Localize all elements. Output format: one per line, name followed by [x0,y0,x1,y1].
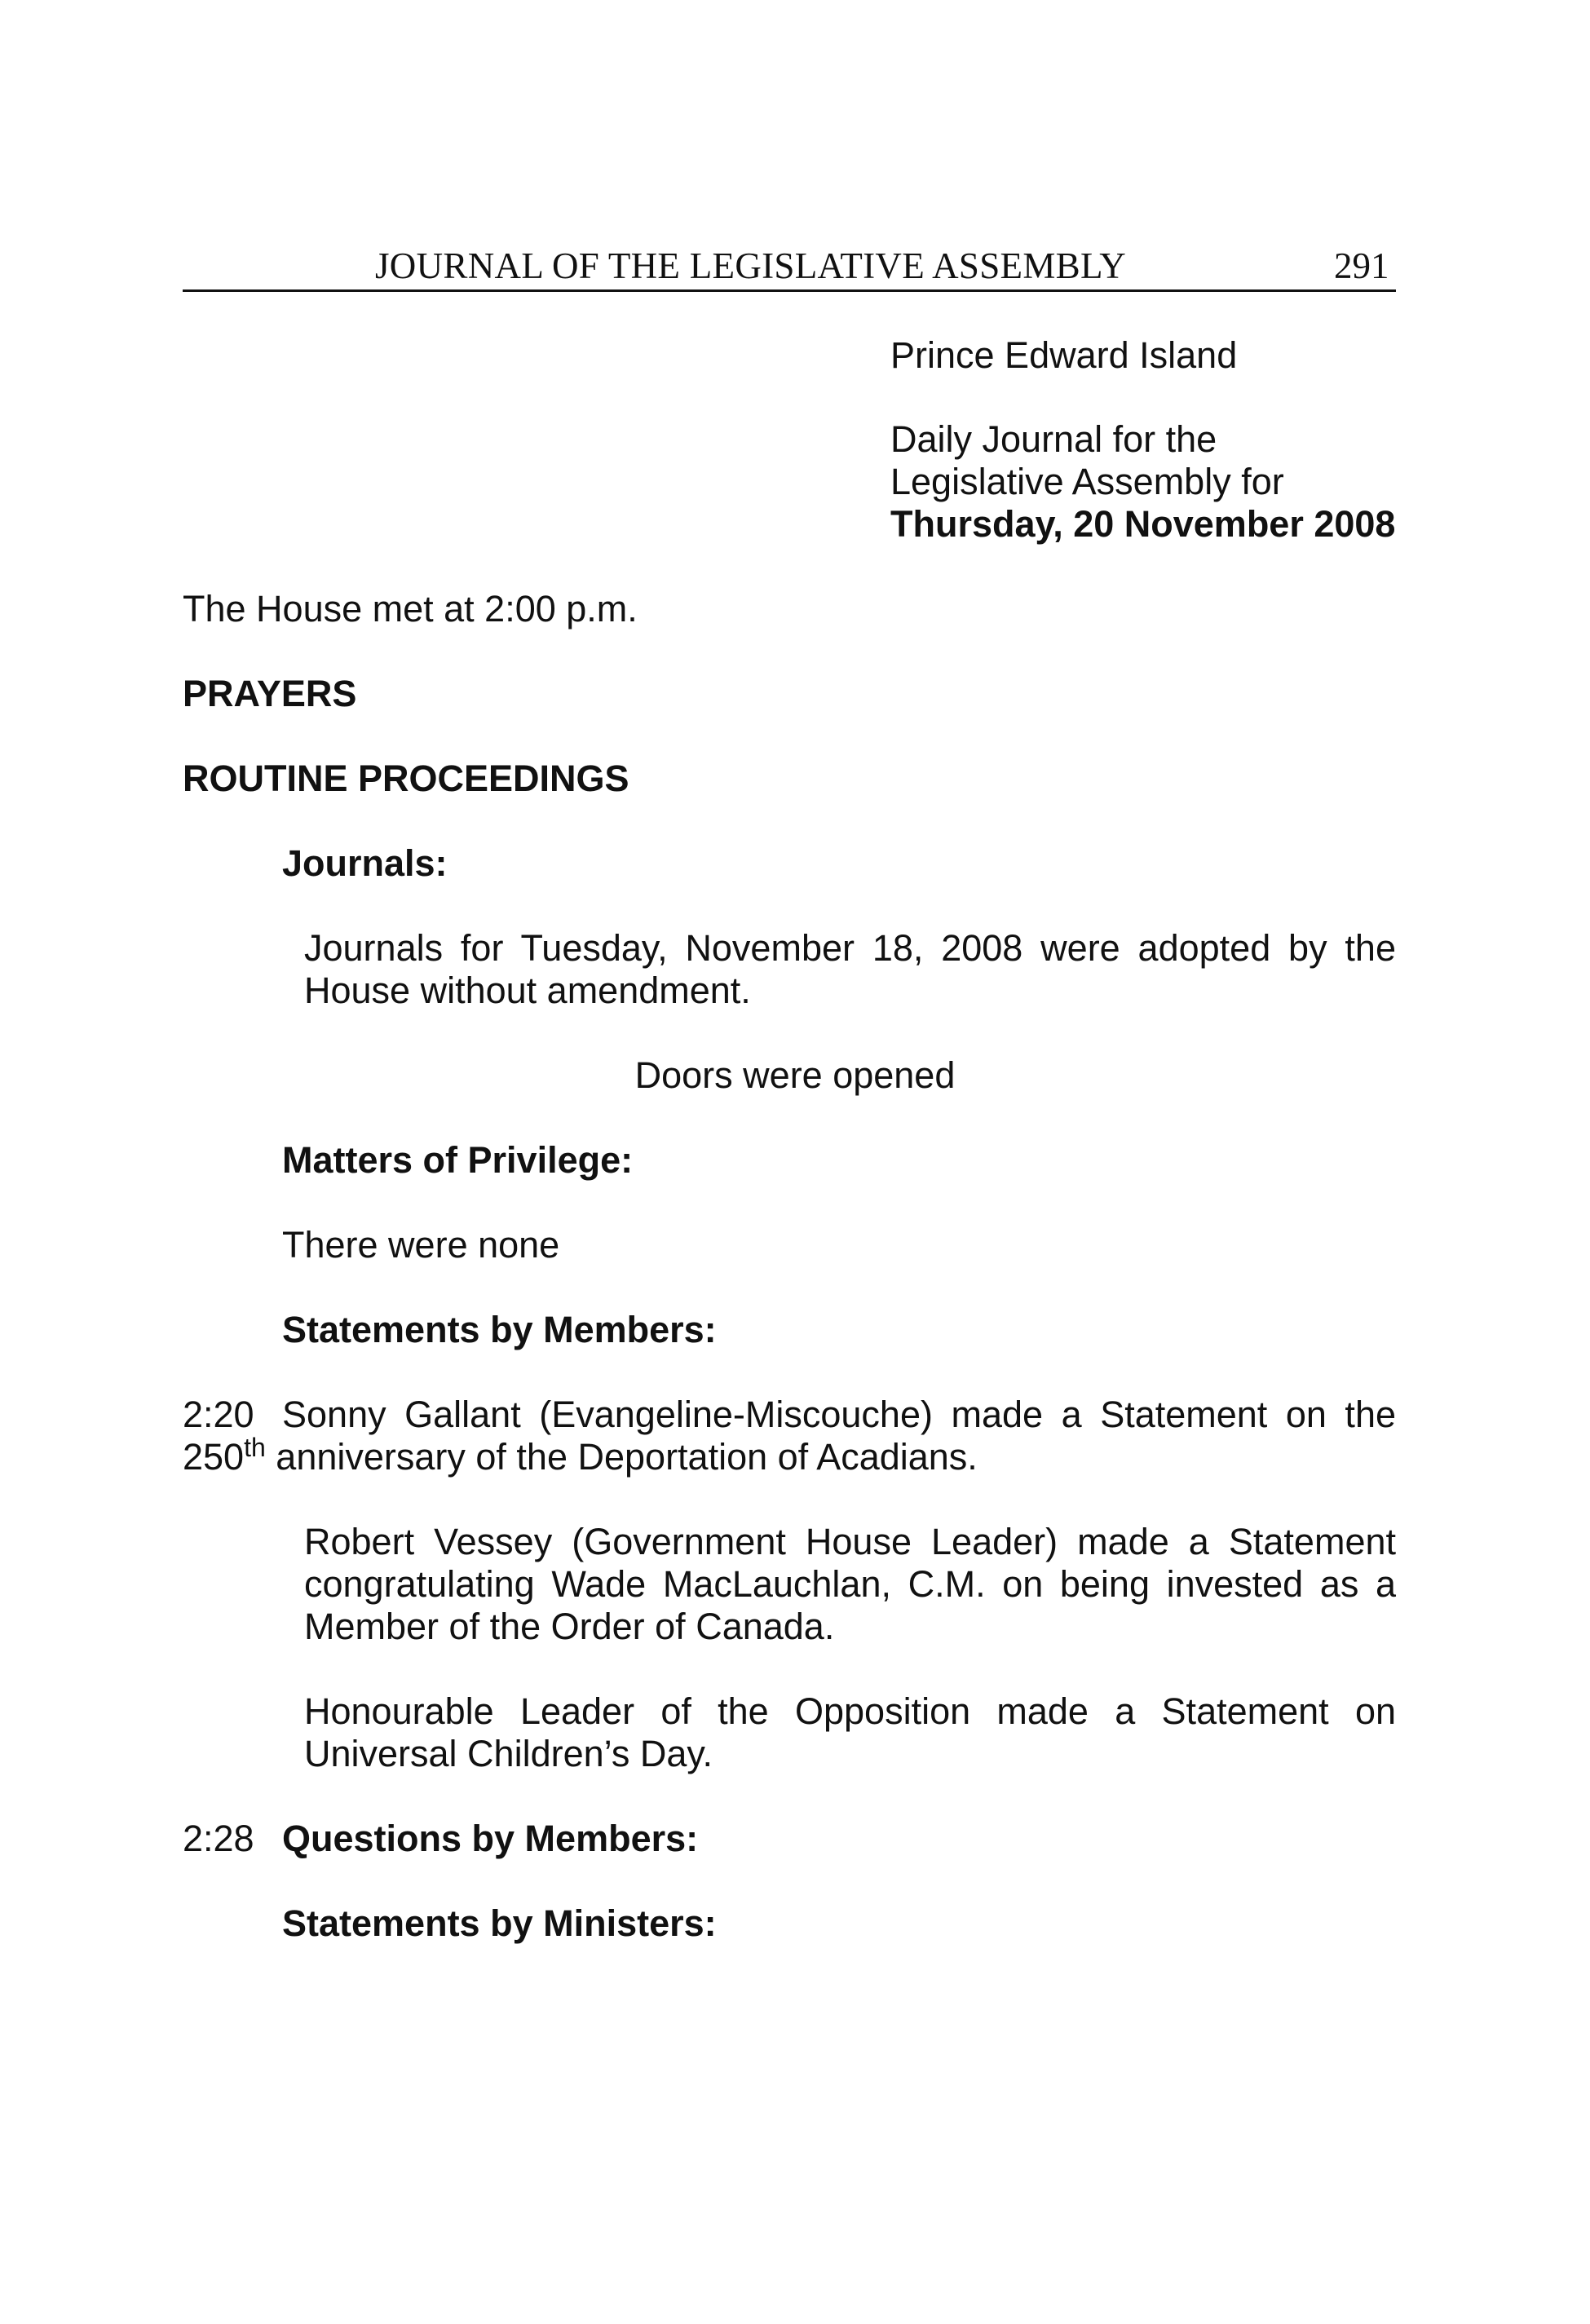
statements-by-members-heading: Statements by Members: [282,1309,717,1350]
sitting-date: Thursday, 20 November 2008 [890,503,1396,545]
prayers-heading: PRAYERS [183,673,357,714]
journal-title: JOURNAL OF THE LEGISLATIVE ASSEMBLY [375,245,1127,286]
questions-by-members-heading: Questions by Members: [282,1818,699,1859]
journals-heading: Journals: [282,842,448,884]
routine-proceedings-heading: ROUTINE PROCEEDINGS [183,758,629,799]
statement-1-text-b: anniversary of the Deportation of Acadians. [276,1436,978,1478]
page-number: 291 [1334,245,1389,286]
statement-2-text: Robert Vessey (Government House Leader) made a Statement congratulating Wade MacLauchlan, C.M. on being invested as a Member of the Order of Canada. [304,1521,1396,1647]
journals-text: Journals for Tuesday, November 18, 2008 were adopted by the House without amendment. [304,927,1396,1011]
matters-of-privilege-heading: Matters of Privilege: [282,1139,634,1181]
journal-line-2: Legislative Assembly for [890,461,1284,502]
doors-opened-text: Doors were opened [634,1054,956,1096]
header-rule [183,289,1396,292]
ordinal-number: 250 [183,1436,245,1478]
statements-by-ministers-heading: Statements by Ministers: [282,1902,717,1944]
province-name: Prince Edward Island [890,334,1238,376]
statement-1-line-2 [183,1433,978,1478]
time-stamp-2: 2:28 [183,1818,254,1859]
journal-line-1: Daily Journal for the [890,418,1217,460]
statement-1-text-a: Sonny Gallant (Evangeline-Miscouche) made a Statement on the [282,1394,1396,1435]
time-stamp-1: 2:20 [183,1394,254,1435]
house-met-text: The House met at 2:00 p.m. [183,588,638,630]
privilege-text: There were none [282,1224,560,1266]
ordinal-suffix: th [244,1433,266,1462]
statement-3-text: Honourable Leader of the Opposition made a Statement on Universal Children’s Day. [304,1690,1396,1774]
statement-1-line-1 [282,1394,1396,1436]
